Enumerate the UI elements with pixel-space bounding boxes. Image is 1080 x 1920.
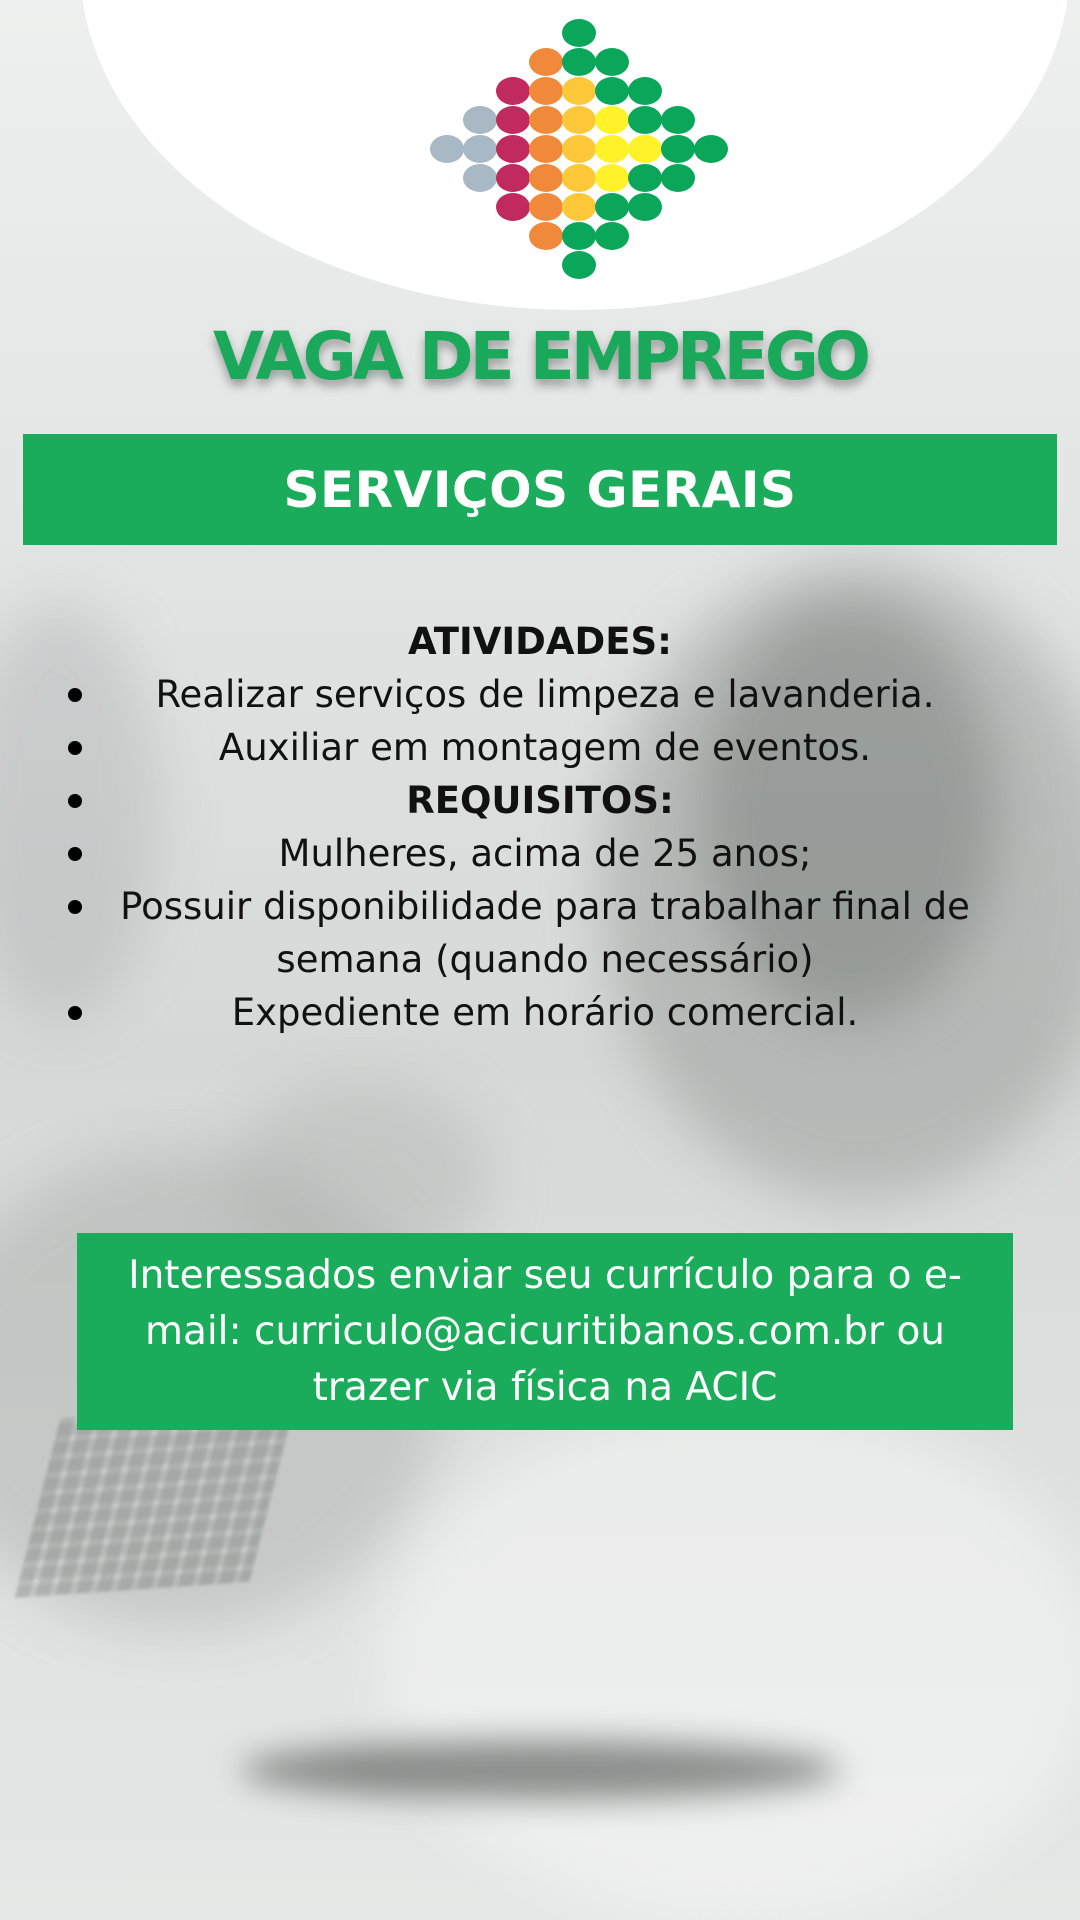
logo-dot: [595, 193, 629, 221]
logo-dot: [628, 193, 662, 221]
logo-dot: [595, 135, 629, 163]
logo-dot: [430, 135, 464, 163]
logo-dot: [529, 48, 563, 76]
logo-dot: [595, 106, 629, 134]
logo-dot: [628, 77, 662, 105]
acic-logo-icon: [428, 18, 730, 280]
requirements-list: [0, 827, 1080, 1039]
logo-dot: [496, 164, 530, 192]
logo-dot: [628, 164, 662, 192]
bullet-icon: [68, 794, 82, 808]
logo-dot: [595, 222, 629, 250]
logo-dot: [529, 193, 563, 221]
list-item: Possuir disponibilidade para trabalhar final de semana (quando necessário): [0, 880, 1080, 986]
logo-dot: [463, 135, 497, 163]
logo-dot: [562, 193, 596, 221]
job-title-banner: [23, 434, 1057, 545]
logo-dot: [661, 135, 695, 163]
contact-text: Interessados enviar seu currículo para o e-mail: curriculo@acicuritibanos.com.br ou trazer via física na ACIC: [128, 1252, 962, 1410]
logo-dot: [595, 77, 629, 105]
logo-dot: [562, 135, 596, 163]
logo-dot: [529, 164, 563, 192]
logo-dot: [595, 164, 629, 192]
logo-dot: [529, 135, 563, 163]
logo-dot: [463, 106, 497, 134]
bullet-icon: [68, 847, 82, 861]
logo-dot: [463, 164, 497, 192]
logo-dot: [496, 193, 530, 221]
bullet-icon: [68, 900, 82, 914]
logo-dot: [661, 106, 695, 134]
logo-dot: [529, 222, 563, 250]
logo-dot: [562, 251, 596, 279]
logo-dot: [562, 106, 596, 134]
contact-banner: [77, 1233, 1013, 1430]
logo-dot: [694, 135, 728, 163]
floor-shadow: [240, 1740, 840, 1800]
logo-dot: [496, 106, 530, 134]
logo-dot: [595, 48, 629, 76]
bullet-icon: [68, 1006, 82, 1020]
logo-dot: [562, 48, 596, 76]
job-title: SERVIÇOS GERAIS: [283, 460, 797, 519]
logo-dot: [562, 222, 596, 250]
logo-dot: [562, 19, 596, 47]
list-item: Mulheres, acima de 25 anos;: [0, 827, 1080, 880]
list-item: Expediente em horário comercial.: [0, 986, 1080, 1039]
logo-dot: [562, 77, 596, 105]
requirements-heading: REQUISITOS:: [406, 779, 674, 822]
job-details: [0, 615, 1080, 1039]
bullet-icon: [68, 688, 82, 702]
bullet-icon: [68, 741, 82, 755]
page-headline: VAGA DE EMPREGO: [212, 318, 868, 395]
logo-dot: [562, 164, 596, 192]
logo-dot: [628, 106, 662, 134]
list-item: Realizar serviços de limpeza e lavanderia.: [0, 668, 1080, 721]
logo-dot: [496, 77, 530, 105]
list-item: Auxiliar em montagem de eventos.: [0, 721, 1080, 774]
logo-dot: [628, 135, 662, 163]
logo-dot: [529, 77, 563, 105]
activities-list: [0, 668, 1080, 774]
logo-dot: [529, 106, 563, 134]
logo-dot: [661, 164, 695, 192]
activities-heading: ATIVIDADES:: [408, 620, 672, 663]
logo-dot: [496, 135, 530, 163]
